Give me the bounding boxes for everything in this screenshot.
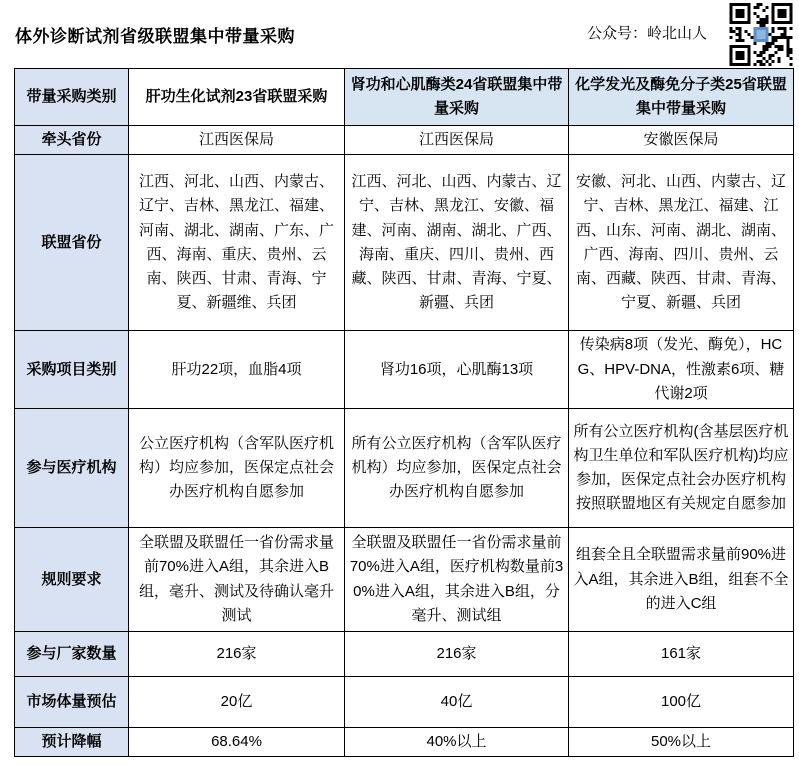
col-header-chemiluminescence: 化学发光及酶免分子类25省联盟集中带量采购 (569, 69, 794, 126)
page-header (0, 0, 799, 68)
cell-drop-2: 40%以上 (345, 728, 569, 757)
page-title: 体外诊断试剂省级联盟集中带量采购 (15, 27, 295, 46)
cell-institutions-1: 公立医疗机构（含军队医疗机构）均应参加，医保定点社会办医疗机构自愿参加 (129, 409, 345, 528)
table-header-row (15, 69, 794, 126)
row-label-rules: 规则要求 (15, 528, 129, 632)
cell-items-2: 肾功16项，心肌酶13项 (345, 331, 569, 409)
row-label-procurement-items: 采购项目类别 (15, 331, 129, 409)
col-header-liver: 肝功生化试剂23省联盟采购 (129, 69, 345, 126)
cell-institutions-3: 所有公立医疗机构(含基层医疗机构卫生单位和军队医疗机构)均应参加，医保定点社会办医疗机构按照联盟地区有关规定自愿参加 (569, 409, 794, 528)
cell-lead-agency-2: 江西医保局 (345, 126, 569, 155)
col-header-kidney: 肾功和心肌酶类24省联盟集中带量采购 (345, 69, 569, 126)
table-row-procurement-items (15, 331, 794, 409)
cell-provinces-3: 安徽、河北、山西、内蒙古、辽宁、吉林、黑龙江、福建、江西、山东、河南、湖北、湖南、广西、海南、四川、贵州、云南、西藏、陕西、甘肃、青海、宁夏、新疆、兵团 (569, 155, 794, 331)
cell-rules-3: 组套全且全联盟需求量前90%进入A组，其余进入B组，组套不全的进入C组 (569, 528, 794, 632)
cell-drop-3: 50%以上 (569, 728, 794, 757)
row-label-expected-price-drop: 预计降幅 (15, 728, 129, 757)
account-label: 公众号：岭北山人 (586, 25, 707, 42)
table-row-manufacturer-count (15, 632, 794, 677)
cell-provinces-1: 江西、河北、山西、内蒙古、辽宁、吉林、黑龙江、福建、河南、湖北、湖南、广东、广西、海南、重庆、贵州、云南、陕西、甘肃、青海、宁夏、新疆维、兵团 (129, 155, 345, 331)
cell-items-1: 肝功22项，血脂4项 (129, 331, 345, 409)
table-row-expected-price-drop (15, 728, 794, 757)
cell-manufacturers-2: 216家 (345, 632, 569, 677)
corner-label: 带量采购类别 (15, 69, 129, 126)
row-label-manufacturer-count: 参与厂家数量 (15, 632, 129, 677)
table-row-market-size (15, 677, 794, 728)
cell-market-1: 20亿 (129, 677, 345, 728)
row-label-market-size: 市场体量预估 (15, 677, 129, 728)
qr-code-icon (728, 3, 794, 66)
row-label-participating-institutions: 参与医疗机构 (15, 409, 129, 528)
cell-market-2: 40亿 (345, 677, 569, 728)
cell-rules-2: 全联盟及联盟任一省份需求量前70%进入A组，医疗机构数量前30%进入A组，其余进入B组，分毫升、测试组 (345, 528, 569, 632)
table-row-participating-institutions (15, 409, 794, 528)
cell-manufacturers-1: 216家 (129, 632, 345, 677)
row-label-alliance-provinces: 联盟省份 (15, 155, 129, 331)
cell-manufacturers-3: 161家 (569, 632, 794, 677)
cell-institutions-2: 所有公立医疗机构（含军队医疗机构）均应参加，医保定点社会办医疗机构自愿参加 (345, 409, 569, 528)
cell-lead-agency-1: 江西医保局 (129, 126, 345, 155)
cell-lead-agency-3: 安徽医保局 (569, 126, 794, 155)
table-row-rules (15, 528, 794, 632)
table-row-lead-agency (15, 126, 794, 155)
cell-provinces-2: 江西、河北、山西、内蒙古、辽宁、吉林、黑龙江、安徽、福建、河南、湖南、湖北、广西、海南、重庆、四川、贵州、西藏、陕西、甘肃、青海、宁夏、新疆、兵团 (345, 155, 569, 331)
row-label-lead-agency: 牵头省份 (15, 126, 129, 155)
cell-items-3: 传染病8项（发光、酶免），HCG、HPV-DNA，性激素6项、糖代谢2项 (569, 331, 794, 409)
cell-rules-1: 全联盟及联盟任一省份需求量前70%进入A组，其余进入B组，毫升、测试及待确认毫升测试 (129, 528, 345, 632)
cell-drop-1: 68.64% (129, 728, 345, 757)
cell-market-3: 100亿 (569, 677, 794, 728)
table-row-alliance-provinces (15, 155, 794, 331)
procurement-table (14, 68, 794, 757)
